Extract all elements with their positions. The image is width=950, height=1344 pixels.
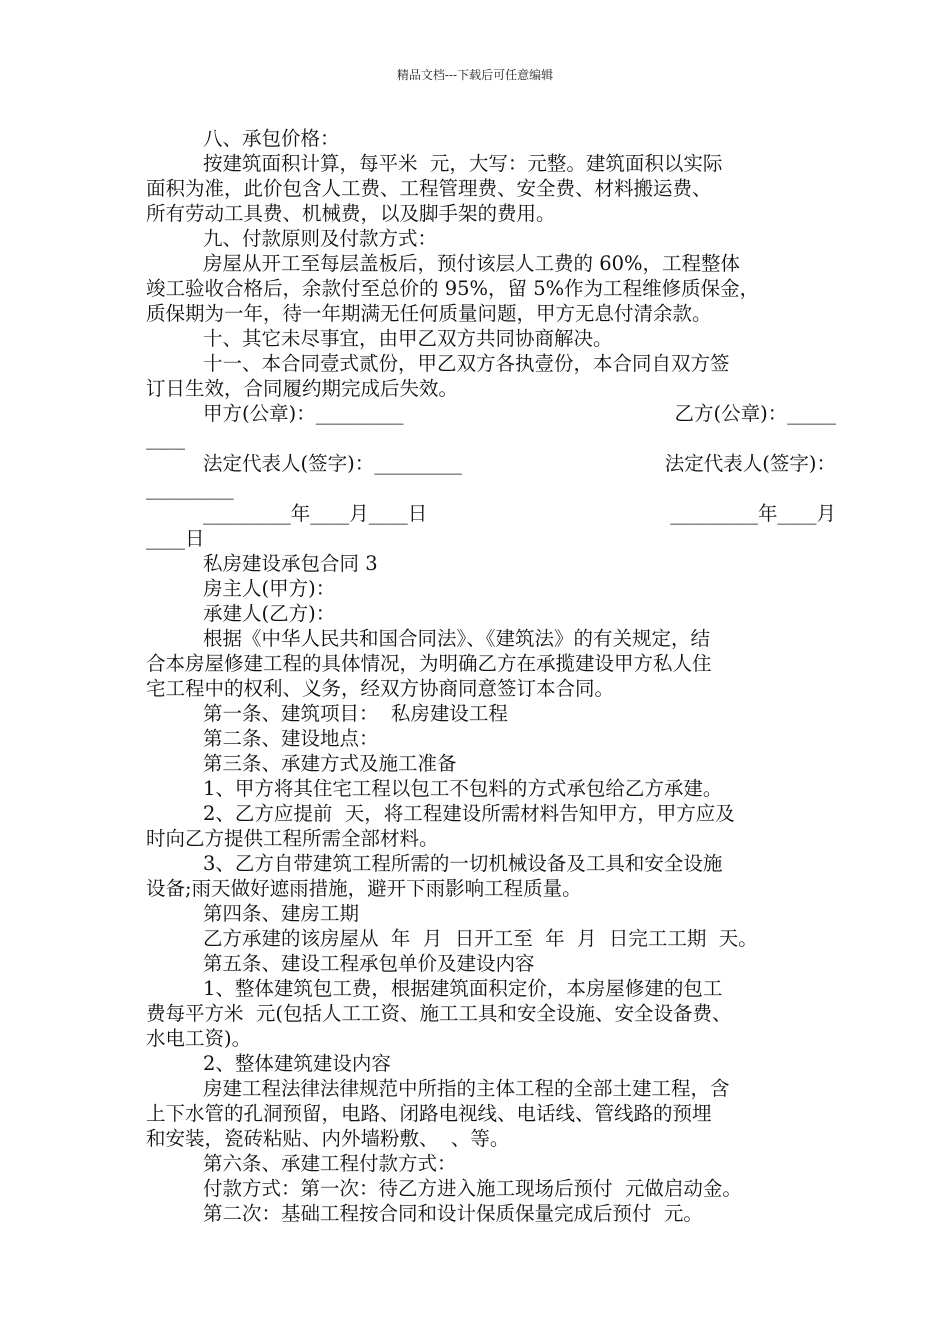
text-line: 第二次：基础工程按合同和设计保质保量完成后预付 元。 xyxy=(203,1202,703,1225)
text-line: 宅工程中的权利、义务，经双方协商同意签订本合同。 xyxy=(146,677,615,700)
text-line: 第二条、建设地点： xyxy=(203,727,379,750)
text-line: 合本房屋修建工程的具体情况，为明确乙方在承揽建设甲方私人住 xyxy=(146,652,712,675)
text-line: 上下水管的孔洞预留，电路、闭路电视线、电话线、管线路的预埋 xyxy=(146,1102,712,1125)
signature-line-cont: _________ xyxy=(146,477,234,500)
text-line: 1、甲方将其住宅工程以包工不包料的方式承包给乙方承建。 xyxy=(203,777,723,800)
page-header: 精品文档---下载后可任意编辑 xyxy=(396,68,554,82)
signature-line-cont: ____ xyxy=(146,427,185,450)
text-line: 八、承包价格： xyxy=(203,127,340,150)
text-line: 第四条、建房工期 xyxy=(203,902,360,925)
text-line: 水电工资)。 xyxy=(146,1027,252,1050)
party-b-seal: 乙方(公章)：_____ xyxy=(674,402,836,425)
contract-section-1 xyxy=(146,126,836,401)
text-line: 和安装，瓷砖粘贴、内外墙粉敷、 、等。 xyxy=(146,1127,510,1150)
text-line: 乙方承建的该房屋从 年 月 日开工至 年 月 日完工工期 天。 xyxy=(203,927,758,950)
text-line: 按建筑面积计算，每平米 元，大写：元整。建筑面积以实际 xyxy=(203,152,723,175)
text-line: 私房建设承包合同 3 xyxy=(203,552,378,575)
text-line: 九、付款原则及付款方式： xyxy=(203,227,438,250)
text-line: 承建人(乙方)： xyxy=(203,602,336,625)
party-b-representative: 法定代表人(签字)： xyxy=(664,452,836,475)
signature-row-party xyxy=(146,401,836,426)
party-b-date: _________年____月 xyxy=(670,502,836,525)
text-line: 付款方式：第一次：待乙方进入施工现场后预付 元做启动金。 xyxy=(203,1177,742,1200)
text-line: 竣工验收合格后，余款付至总价的 95%，留 5%作为工程维修质保金， xyxy=(146,277,760,300)
party-a-seal: 甲方(公章)：_________ xyxy=(203,402,404,425)
party-a-date: _________年____月____日 xyxy=(203,502,428,525)
text-line: 第五条、建设工程承包单价及建设内容 xyxy=(203,952,535,975)
text-line: 设备;雨天做好遮雨措施，避开下雨影响工程质量。 xyxy=(146,877,582,900)
text-line: 所有劳动工具费、机械费，以及脚手架的费用。 xyxy=(146,202,556,225)
text-line: 质保期为一年，待一年期满无任何质量问题，甲方无息付清余款。 xyxy=(146,302,712,325)
text-line: 十一、本合同壹式贰份，甲乙双方各执壹份，本合同自双方签 xyxy=(203,352,730,375)
text-line: 第六条、承建工程付款方式： xyxy=(203,1152,457,1175)
text-line: 第一条、建筑项目： 私房建设工程 xyxy=(203,702,508,725)
signature-line-cont: ____日 xyxy=(146,527,205,550)
contract-section-2 xyxy=(146,551,836,1226)
signature-row-date xyxy=(146,501,836,526)
text-line: 时向乙方提供工程所需全部材料。 xyxy=(146,827,439,850)
text-line: 费每平方米 元(包括人工工资、施工工具和安全设施、安全设备费、 xyxy=(146,1002,732,1025)
text-line: 2、整体建筑建设内容 xyxy=(203,1052,391,1075)
text-line: 订日生效，合同履约期完成后失效。 xyxy=(146,377,459,400)
text-line: 第三条、承建方式及施工准备 xyxy=(203,752,457,775)
text-line: 1、整体建筑包工费，根据建筑面积定价，本房屋修建的包工 xyxy=(203,977,723,1000)
text-line: 房建工程法律法律规范中所指的主体工程的全部土建工程，含 xyxy=(203,1077,730,1100)
text-line: 十、其它未尽事宜，由甲乙双方共同协商解决。 xyxy=(203,327,613,350)
text-line: 3、乙方自带建筑工程所需的一切机械设备及工具和安全设施 xyxy=(203,852,723,875)
document-body xyxy=(146,126,836,1226)
text-line: 根据《中华人民共和国合同法》、《建筑法》的有关规定，结 xyxy=(203,627,711,650)
text-line: 房主人(甲方)： xyxy=(203,577,336,600)
signature-row-representative xyxy=(146,451,836,476)
text-line: 2、乙方应提前 天，将工程建设所需材料告知甲方，甲方应及 xyxy=(203,802,735,825)
text-line: 面积为准，此价包含人工费、工程管理费、安全费、材料搬运费、 xyxy=(146,177,712,200)
text-line: 房屋从开工至每层盖板后，预付该层人工费的 60%，工程整体 xyxy=(203,252,741,275)
party-a-representative: 法定代表人(签字)：_________ xyxy=(203,452,462,475)
